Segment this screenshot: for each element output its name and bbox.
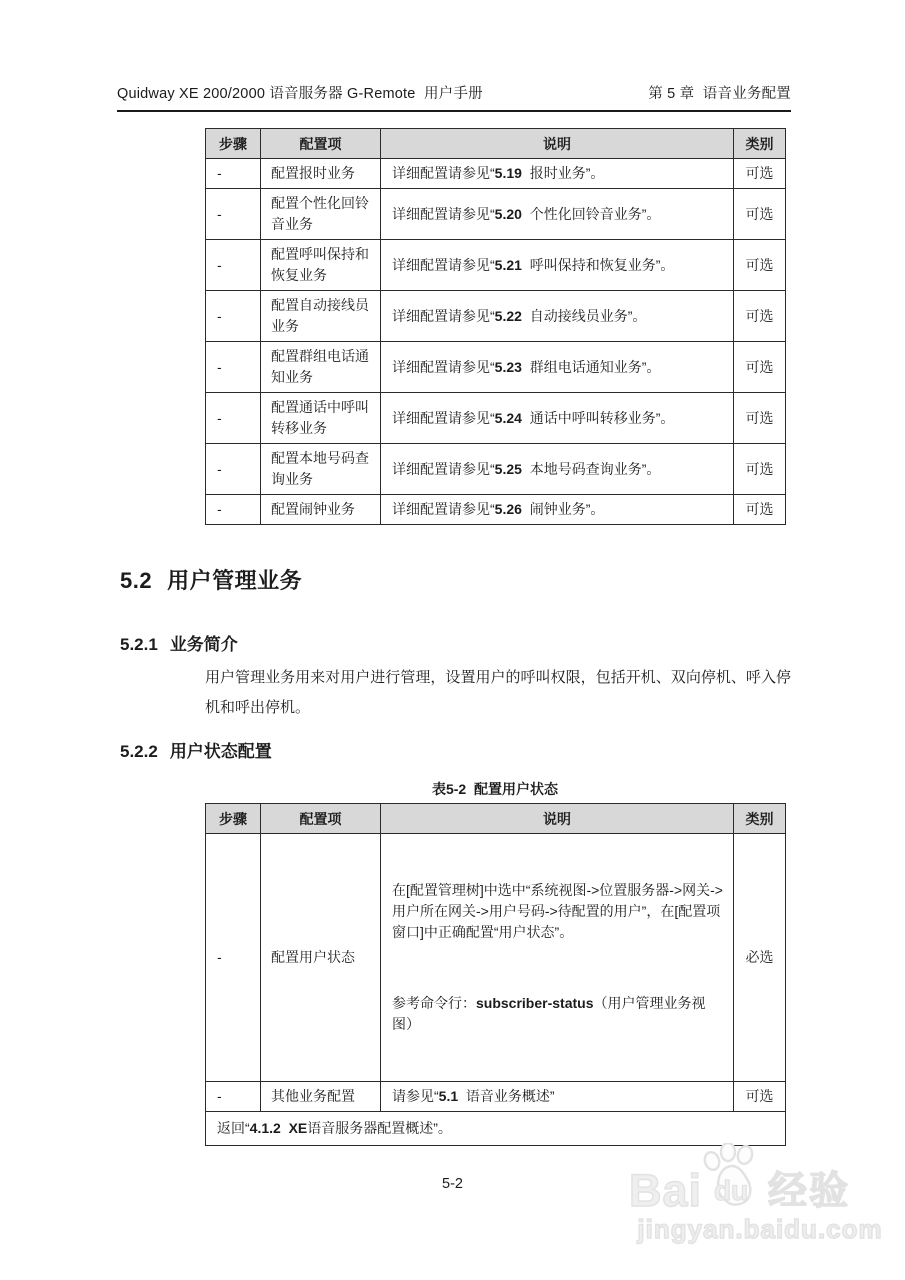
back-ref-text: 语音服务器配置概述”。	[307, 1120, 452, 1136]
section-number: 5.2.2	[120, 742, 158, 761]
desc-text: 闹钟业务”。	[521, 501, 605, 517]
desc-text: 个性化回铃音业务”。	[521, 205, 661, 222]
desc-text: 详细配置请参见“	[392, 256, 495, 273]
section-number: 5.2.1	[120, 635, 158, 654]
step-cell: -	[206, 342, 261, 393]
item-cell: 配置报时业务	[261, 159, 381, 189]
section-ref-number: 5.23	[494, 358, 522, 375]
desc-cell	[381, 1082, 734, 1112]
desc-cell	[381, 393, 734, 444]
category-cell: 可选	[734, 444, 786, 495]
step-cell: -	[206, 444, 261, 495]
table-5-2-caption: 表5-2 配置用户状态	[431, 781, 558, 797]
table-row	[206, 393, 786, 444]
section-ref-number: 5.24	[494, 409, 522, 426]
category-cell: 可选	[734, 1082, 786, 1112]
item-cell: 其他业务配置	[261, 1082, 381, 1112]
category-cell: 可选	[734, 189, 786, 240]
header-right-title: 第 5 章 语音业务配置	[648, 86, 791, 102]
desc-text: 呼叫保持和恢复业务”。	[521, 256, 675, 273]
desc-text: 自动接线员业务”。	[521, 307, 647, 324]
desc-cell	[381, 240, 734, 291]
desc-text: 报时业务”。	[521, 165, 605, 181]
page-header	[117, 82, 791, 112]
section-title: 用户管理业务	[167, 568, 303, 593]
step-cell: -	[206, 189, 261, 240]
paw-print-icon	[698, 1143, 764, 1211]
back-ref-number: 4.1.2 XE	[249, 1120, 308, 1136]
category-cell: 必选	[734, 834, 786, 1082]
col-header-category: 类别	[734, 129, 786, 159]
category-cell: 可选	[734, 159, 786, 189]
section-title: 用户状态配置	[169, 742, 272, 761]
desc-text: 详细配置请参见“	[392, 409, 495, 426]
baidu-jingyan-watermark	[629, 1143, 891, 1245]
page-number: 5-2	[442, 1176, 463, 1192]
step-cell: -	[206, 291, 261, 342]
section-5-2-heading	[120, 564, 302, 595]
table-row	[206, 495, 786, 525]
desc-text: 本地号码查询业务”。	[521, 460, 661, 477]
step-cell: -	[206, 159, 261, 189]
header-left-title: Quidway XE 200/2000 语音服务器 G-Remote 用户手册	[117, 86, 483, 102]
desc-cell	[381, 495, 734, 525]
table-row	[206, 342, 786, 393]
col-header-item: 配置项	[261, 804, 381, 834]
col-header-item: 配置项	[261, 129, 381, 159]
item-cell: 配置个性化回铃音业务	[261, 189, 381, 240]
item-cell: 配置自动接线员业务	[261, 291, 381, 342]
desc-cell	[381, 189, 734, 240]
desc-text: 详细配置请参见“	[392, 165, 495, 181]
desc-cell	[381, 444, 734, 495]
item-cell: 配置群组电话通知业务	[261, 342, 381, 393]
item-cell: 配置闹钟业务	[261, 495, 381, 525]
section-ref-number: 5.21	[494, 256, 522, 273]
section-ref-number: 5.19	[494, 165, 522, 181]
desc-cell	[381, 159, 734, 189]
back-reference-row	[206, 1112, 786, 1146]
voice-service-config-table	[205, 128, 786, 525]
desc-text: 请参见“	[392, 1088, 439, 1104]
command-name: subscriber-status	[476, 995, 594, 1011]
watermark-url: jingyan.baidu.com	[637, 1214, 883, 1244]
desc-text: 在[配置管理树]中选中“系统视图->位置服务器->网关->用户所在网关->用户号码->待配置的用户”，在[配置项窗口]中正确配置“用户状态”。	[392, 882, 723, 940]
section-ref-number: 5.25	[494, 460, 522, 477]
command-view: （用户管理业务视图）	[392, 995, 706, 1032]
section-number: 5.2	[120, 568, 153, 593]
desc-cell	[381, 834, 734, 1082]
table-header-row	[206, 129, 786, 159]
desc-cell	[381, 291, 734, 342]
desc-text: 语音业务概述”	[458, 1088, 555, 1104]
command-reference-line	[392, 993, 725, 1035]
desc-text: 详细配置请参见“	[392, 205, 495, 222]
user-status-config-table	[205, 803, 786, 1146]
col-header-step: 步骤	[206, 804, 261, 834]
table-row	[206, 240, 786, 291]
watermark-text-jingyan: 经验	[768, 1170, 851, 1213]
desc-cell	[381, 342, 734, 393]
section-title: 业务简介	[169, 635, 238, 654]
section-ref-number: 5.22	[494, 307, 522, 324]
desc-text: 详细配置请参见“	[392, 501, 495, 517]
section-ref-number: 5.1	[438, 1088, 459, 1104]
intro-paragraph: 用户管理业务用来对用户进行管理，设置用户的呼叫权限，包括开机、双向停机、呼入停机和呼出停机。	[205, 669, 791, 716]
watermark-text-bai: Bai	[629, 1165, 703, 1216]
table-header-row	[206, 804, 786, 834]
table-row	[206, 159, 786, 189]
category-cell: 可选	[734, 342, 786, 393]
item-cell: 配置用户状态	[261, 834, 381, 1082]
col-header-desc: 说明	[381, 804, 734, 834]
category-cell: 可选	[734, 495, 786, 525]
category-cell: 可选	[734, 240, 786, 291]
table-row	[206, 1082, 786, 1112]
desc-text: 通话中呼叫转移业务”。	[521, 409, 675, 426]
back-reference-cell	[206, 1112, 786, 1146]
table-row	[206, 291, 786, 342]
item-cell: 配置本地号码查询业务	[261, 444, 381, 495]
section-ref-number: 5.26	[494, 501, 522, 517]
step-cell: -	[206, 393, 261, 444]
category-cell: 可选	[734, 393, 786, 444]
category-cell: 可选	[734, 291, 786, 342]
table-row	[206, 834, 786, 1082]
desc-text: 详细配置请参见“	[392, 460, 495, 477]
watermark-text-du: du	[714, 1175, 749, 1206]
item-cell: 配置呼叫保持和恢复业务	[261, 240, 381, 291]
step-cell: -	[206, 495, 261, 525]
section-5-2-2-heading	[120, 737, 272, 762]
col-header-step: 步骤	[206, 129, 261, 159]
command-label: 参考命令行：	[392, 995, 476, 1011]
desc-text: 详细配置请参见“	[392, 307, 495, 324]
step-cell: -	[206, 834, 261, 1082]
section-ref-number: 5.20	[494, 205, 522, 222]
table-row	[206, 189, 786, 240]
item-cell: 配置通话中呼叫转移业务	[261, 393, 381, 444]
section-5-2-1-heading	[120, 630, 238, 655]
watermark-logo-line	[629, 1143, 891, 1216]
step-cell: -	[206, 240, 261, 291]
back-ref-text: 返回“	[217, 1120, 250, 1136]
desc-text: 详细配置请参见“	[392, 358, 495, 375]
col-header-desc: 说明	[381, 129, 734, 159]
desc-text: 群组电话通知业务”。	[521, 358, 661, 375]
table-row	[206, 444, 786, 495]
step-cell: -	[206, 1082, 261, 1112]
col-header-category: 类别	[734, 804, 786, 834]
